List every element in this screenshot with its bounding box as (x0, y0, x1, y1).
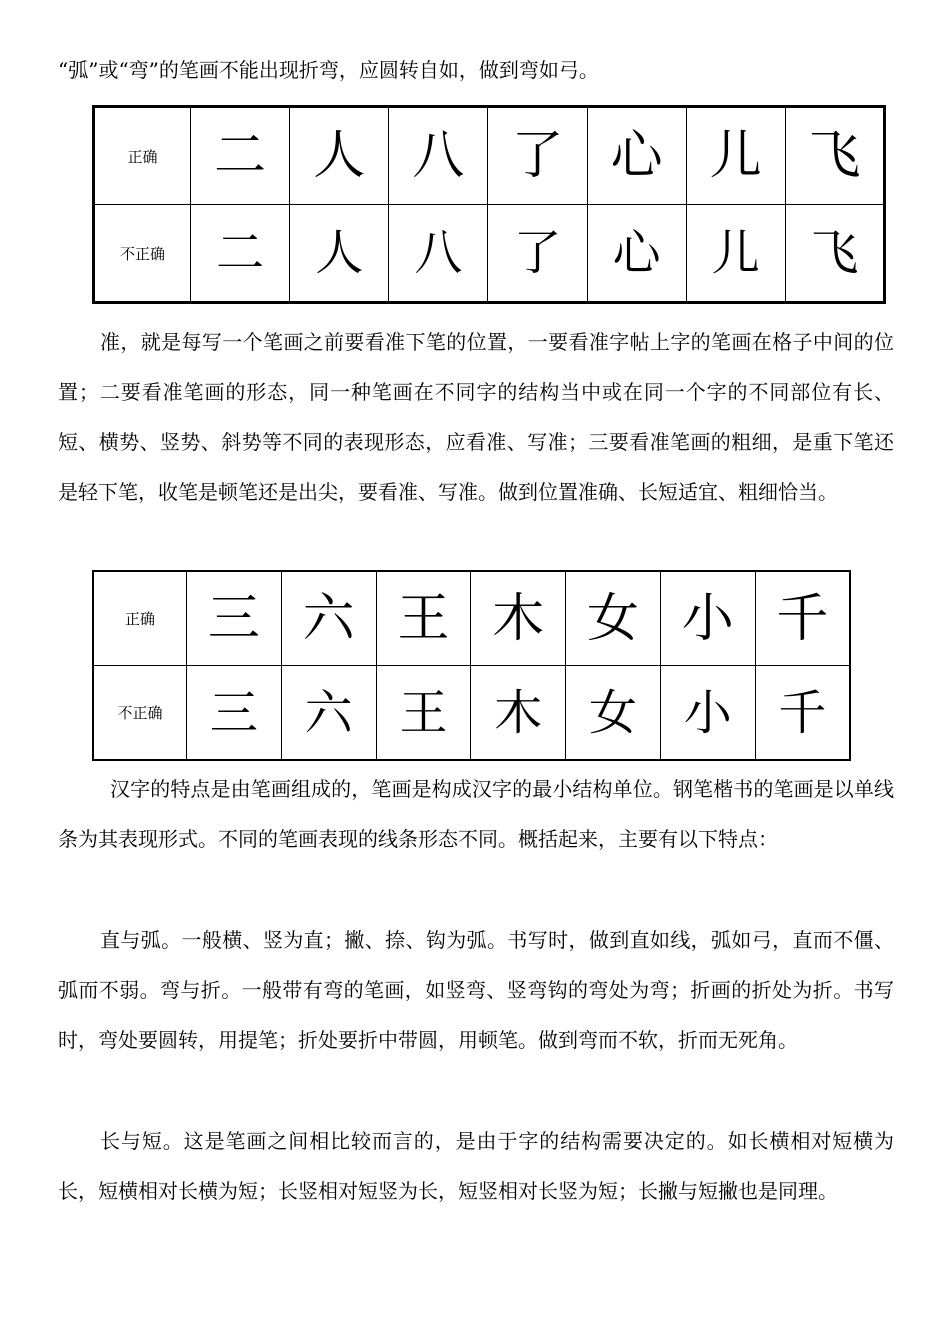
row-label: 不正确 (94, 205, 191, 303)
row-label: 正确 (93, 571, 187, 666)
example-glyph: 儿 (686, 205, 785, 303)
stroke-example-table-1 (92, 105, 886, 304)
table-row-incorrect (94, 205, 885, 303)
example-glyph: 木 (471, 666, 566, 761)
example-glyph: 了 (488, 107, 587, 205)
intro-line: “弧”或“弯”的笔画不能出现折弯，应圆转自如，做到弯如弓。 (58, 58, 599, 82)
example-glyph: 千 (755, 571, 850, 666)
example-glyph: 王 (376, 666, 471, 761)
row-label: 正确 (94, 107, 191, 205)
example-glyph: 八 (389, 107, 488, 205)
stroke-example-table-2 (92, 570, 851, 761)
table-row-incorrect (93, 666, 850, 761)
example-glyph: 飞 (785, 107, 884, 205)
example-glyph: 二 (191, 205, 290, 303)
example-glyph: 女 (566, 571, 661, 666)
paragraph-features: 汉字的特点是由笔画组成的，笔画是构成汉字的最小结构单位。钢笔楷书的笔画是以单线条为其表现形式。不同的笔画表现的线条形态不同。概括起来，主要有以下特点： (58, 777, 894, 851)
table-row-correct (94, 107, 885, 205)
example-glyph: 心 (587, 107, 686, 205)
paragraph-straight-curve: 直与弧。一般横、竖为直；撇、捺、钩为弧。书写时，做到直如线，弧如弓，直而不僵、弧而不弱。弯与折。一般带有弯的笔画，如竖弯、竖弯钩的弯处为弯；折画的折处为折。书写时，弯处要圆转，用提笔；折处要折中带圆，用顿笔。做到弯而不软，折而无死角。 (58, 928, 894, 1052)
paragraph-zhun: 准，就是每写一个笔画之前要看准下笔的位置，一要看准字帖上字的笔画在格子中间的位置；二要看准笔画的形态，同一种笔画在不同字的结构当中或在同一个字的不同部位有长、短、横势、竖势、斜势等不同的表现形态，应看准、写准；三要看准笔画的粗细，是重下笔还是轻下笔，收笔是顿笔还是出尖，要看准、写准。做到位置准确、长短适宜、粗细恰当。 (58, 330, 894, 504)
example-glyph: 小 (660, 666, 755, 761)
example-glyph: 了 (488, 205, 587, 303)
example-glyph: 八 (389, 205, 488, 303)
example-glyph: 六 (281, 666, 376, 761)
example-glyph: 三 (187, 666, 282, 761)
example-glyph: 人 (290, 205, 389, 303)
row-label: 不正确 (93, 666, 187, 761)
example-glyph: 千 (755, 666, 850, 761)
example-glyph: 六 (281, 571, 376, 666)
paragraph-long-short: 长与短。这是笔画之间相比较而言的，是由于字的结构需要决定的。如长横相对短横为长，短横相对长横为短；长竖相对短竖为长，短竖相对长竖为短；长撇与短撇也是同理。 (58, 1129, 894, 1203)
example-glyph: 飞 (785, 205, 884, 303)
example-glyph: 二 (191, 107, 290, 205)
table-row-correct (93, 571, 850, 666)
example-glyph: 小 (660, 571, 755, 666)
example-glyph: 木 (471, 571, 566, 666)
example-glyph: 儿 (686, 107, 785, 205)
example-glyph: 三 (187, 571, 282, 666)
example-glyph: 王 (376, 571, 471, 666)
example-glyph: 心 (587, 205, 686, 303)
example-glyph: 女 (566, 666, 661, 761)
example-glyph: 人 (290, 107, 389, 205)
